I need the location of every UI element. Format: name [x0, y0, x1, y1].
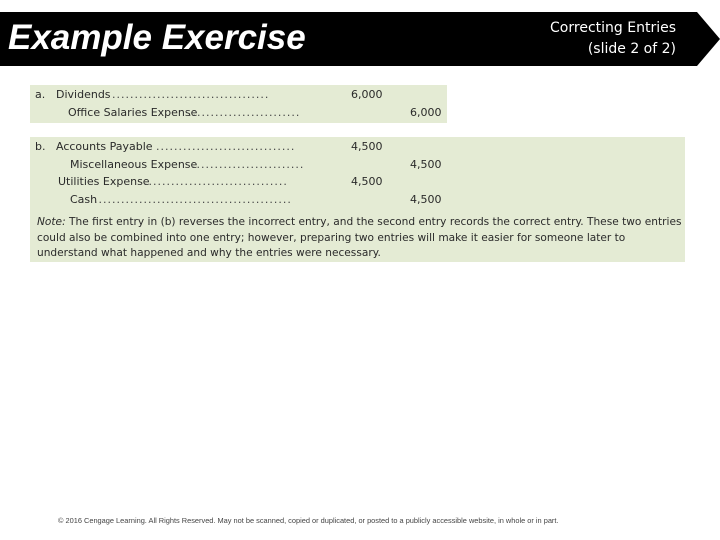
slide-title: Example Exercise: [8, 18, 306, 57]
entry-note: [37, 215, 683, 262]
entry-b-leader-1: ...............................: [156, 140, 296, 153]
entry-b-account-1: Accounts Payable: [56, 140, 153, 153]
entry-a-letter: a.: [35, 88, 46, 101]
entry-b-leader-3: ................................: [144, 175, 288, 188]
entry-b-debit-3: 4,500: [351, 175, 383, 188]
slide-subtitle: [456, 18, 676, 60]
note-text: The first entry in (b) reverses the incorrect entry, and the second entry records the correct entry. These two entries could also be combined into one entry; however, preparing two entries will make it easier for someone later to understand what happened and why the entries were necessary.: [37, 216, 682, 259]
entry-b-debit-1: 4,500: [351, 140, 383, 153]
entry-b-account-2: Miscellaneous Expense: [70, 158, 198, 171]
entry-b-credit-2: 4,500: [410, 158, 442, 171]
subtitle-line-2: (slide 2 of 2): [587, 41, 676, 57]
entry-a-credit-2: 6,000: [410, 106, 442, 119]
entry-b-leader-4: ............................................: [94, 193, 292, 206]
subtitle-line-1: Correcting Entries: [550, 20, 676, 36]
entry-b-letter: b.: [35, 140, 46, 153]
copyright-footer: © 2016 Cengage Learning. All Rights Reserved. May not be scanned, copied or duplicated, or posted to a publicly accessible website, in whole or in part.: [58, 516, 559, 525]
entry-a-account-1: Dividends: [56, 88, 111, 101]
entry-a-debit-1: 6,000: [351, 88, 383, 101]
entry-b-credit-4: 4,500: [410, 193, 442, 206]
journal-entry-b: [30, 137, 685, 262]
entry-b-leader-2: .........................: [192, 158, 305, 171]
journal-entry-a: [30, 85, 447, 123]
entry-a-leader-2: .........................: [188, 106, 301, 119]
entry-a-account-2: Office Salaries Expense: [68, 106, 198, 119]
entry-b-account-4: Cash: [70, 193, 98, 206]
entry-a-leader-1: ...................................: [112, 88, 270, 101]
entry-b-account-3: Utilities Expense: [58, 175, 150, 188]
note-label: Note:: [37, 216, 66, 228]
title-banner-arrow: [697, 12, 720, 66]
